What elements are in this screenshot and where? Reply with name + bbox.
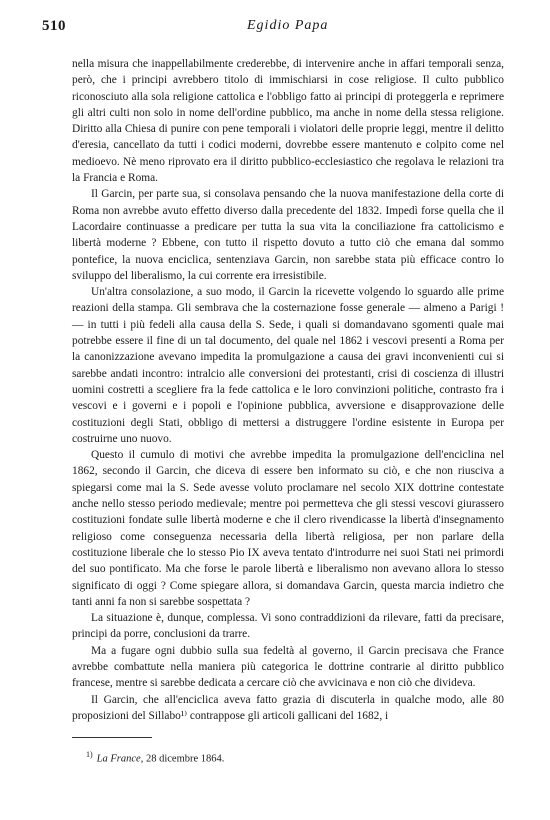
paragraph-1: nella misura che inappellabilmente crederebbe, di intervenire anche in affari temporali senza, però, che i principi avrebbero titolo di immischiarsi in cose religiose. Il culto pubblico riconosciuto alla sola religione cattolica e l'obbligo fatto ai principi di proteggerla e reprimere gli altri culti non solo in nome dell'ordine pubblico, ma anche in nome della stessa religione. Diritto alla Chiesa di punire con pene temporali i violatori delle proprie leggi, mentre il delitto d'eresia, cancellato da tutti i codici moderni, dovrebbe essere mantenuto e colpito come nel medioevo. Nè meno riprovato era il diritto pubblico-ecclesiastico che regolava le relazioni tra la Francia e Roma.	[72, 58, 504, 185]
footnote-mark: 1)	[86, 750, 93, 759]
paragraph-3: Un'altra consolazione, a suo modo, il Garcin la ricevette volgendo lo sguardo alle prime reazioni della stampa. Gli sembrava che la costernazione fosse generale — almeno a Parigi ! — in tutti i più fedeli alla causa della S. Sede, i quali si domandavano sgomenti quale mai potrebbe essere il fine di un tal documento, del quale nel 1862 i vescovi presenti a Roma per la canonizzazione avevano impedita la promulgazione a causa dei gravi inconvenienti cui si sarebbe andati incontro: intralcio alle conversioni dei protestanti, crisi di coscienza di illustri uomini costretti a scegliere fra la fede cattolica e le loro convinzioni politiche, contrasto fra i vescovi e i governi e i popoli e l'opinione pubblica, avversione e disapprovazione delle costituzioni degli Stati, obbligo di mettersi a distruggere l'ordine esistente in Europa per costruirne uno nuovo.	[72, 286, 504, 445]
paragraph-4: Questo il cumulo di motivi che avrebbe impedita la promulgazione dell'enciclina nel 1862, secondo il Garcin, che diceva di essere ben informato su ciò, e che non riusciva a spiegarsi come mai la S. Sede avesse voluto proclamare nel secolo XIX dottrine contestate anche nello stesso periodo medievale; mentre poi permetteva che gli stessi vescovi giurassero costituzioni fondate sulle libertà moderne e che il clero rivendicasse la libertà d'insegnamento religioso come conseguenza necessaria della libertà religiosa, per non parlare della costituzione liberale che lo stesso Pio IX aveva tentato d'introdurre nei suoi Stati nei primordi del suo pontificato. Ma che forse le parole libertà e liberalismo non avevano allora lo stesso significato di oggi ? Come spiegare allora, si domandava Garcin, questa marcia indietro che tanti anni fa non si sarebbe sospettata ?	[72, 449, 504, 608]
paragraph-7: Il Garcin, che all'enciclica aveva fatto grazia di discuterla in qualche modo, alle 80 proposizioni del Sillabo¹⁾ contrappose gli articoli gallicani del 1682, i	[72, 693, 504, 722]
paragraph-6: Ma a fugare ogni dubbio sulla sua fedeltà al governo, il Garcin precisava che France avrebbe combattute nella maniera più categorica le dottrine contrarie al diritto pubblico francese, mentre si sarebbe dedicata a cercare ciò che avvicinava e non ciò che divideva.	[72, 644, 504, 690]
footnote-title: La France	[96, 753, 141, 765]
page-header	[42, 18, 502, 38]
paragraph-2: Il Garcin, per parte sua, si consolava pensando che la nuova manifestazione della corte di Roma non avrebbe avuto effetto diverso dalla precedente del 1832. Impedì forse quella che il Lacordaire continuasse a predicare per tutta la sua vita la conciliazione fra cattolicismo e libertà moderne ? Ebbene, con tutto il rispetto dovuto a tutto ciò che emana dal sommo pontefice, la nuova enciclica, sentenziava Garcin, non sarebbe stata più efficace contro lo sviluppo del liberalismo, la cui corrente era irresistibile.	[72, 188, 504, 282]
footnote	[86, 748, 506, 767]
footnote-text: , 28 dicembre 1864.	[140, 753, 225, 765]
paragraph-5: La situazione è, dunque, complessa. Vi sono contraddizioni da rilevare, fatti da precisare, principi da porre, conclusioni da trarre.	[72, 612, 504, 641]
body-text	[72, 56, 504, 724]
page-number: 510	[42, 18, 66, 34]
footnote-divider	[72, 737, 152, 738]
running-head: Egidio Papa	[247, 18, 329, 33]
